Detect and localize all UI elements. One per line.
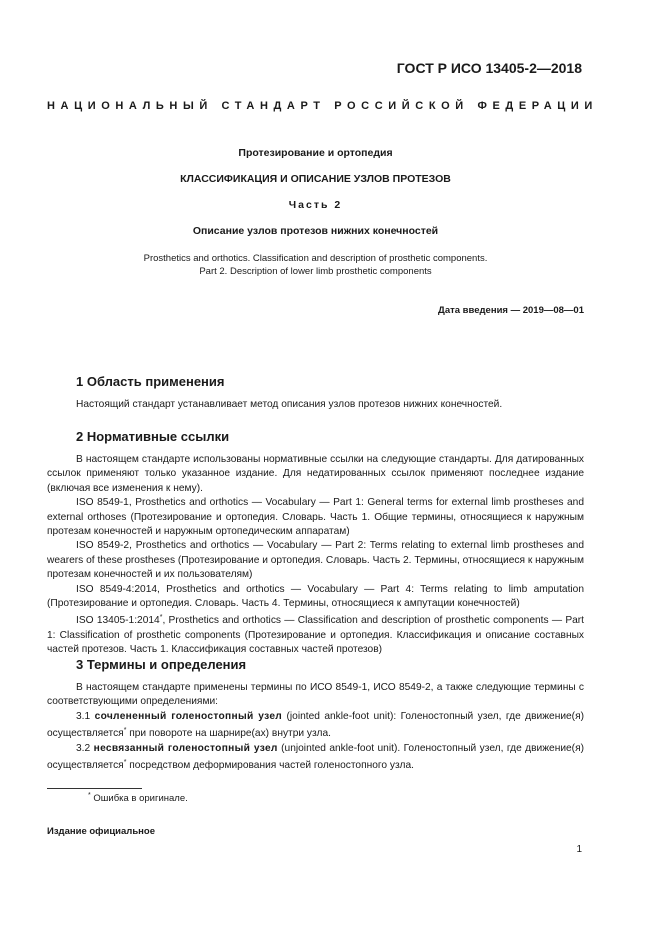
section2-reference: ISO 8549-2, Prosthetics and orthotics — Vocabulary — Part 2: Terms relating to external limb prostheses and wearers of these prostheses (Протезирование и ортопедия. Словарь. Часть 2. Термины, относящиеся к наружным протезам конечностей и их пользователям): [47, 540, 584, 581]
term-text: (unjointed ankle-foot unit). Голеностопный узел, где движение(я) осуществляется: [47, 742, 584, 772]
english-title: [47, 252, 584, 278]
section2-reference: ISO 8549-4:2014, Prosthetics and orthotics — Vocabulary — Part 4: Terms relating to limb amputation (Протезирование и ортопедия. Словарь. Часть 4. Термины, относящиеся к ампутации конечностей): [47, 583, 584, 610]
section3-body: [47, 681, 584, 773]
footnote-text: Ошибка в оригинале.: [90, 793, 188, 804]
english-title-line1: Prosthetics and orthotics. Classification and description of prosthetic components.: [143, 253, 488, 264]
term-text: при повороте на шарнире(ах) внутри узла.: [126, 728, 331, 740]
intro-date: Дата введения — 2019—08—01: [438, 305, 584, 316]
term-name: несвязанный голеностопный узел: [93, 742, 278, 754]
section2-paragraph: В настоящем стандарте использованы нормативные ссылки на следующие стандарты. Для датированных ссылок применяют только указанное издание. Для недатированных ссылок применяют последнее издание (включая все изменения к нему).: [47, 454, 584, 494]
footnote-mark: *: [159, 614, 163, 622]
official-edition: Издание официальное: [47, 826, 155, 837]
footnote-mark: *: [123, 727, 127, 735]
footnote-divider: [47, 788, 142, 789]
footnote-mark: *: [88, 792, 91, 799]
section1-heading: 1 Область применения: [76, 374, 225, 389]
field-title: Протезирование и ортопедия: [238, 147, 393, 159]
section1-text: Настоящий стандарт устанавливает метод описания узлов протезов нижних конечностей.: [76, 399, 503, 410]
term-number: 3.2: [76, 742, 91, 754]
section3-heading: 3 Термины и определения: [76, 657, 247, 672]
footnote: [88, 792, 188, 804]
footnote-mark: *: [123, 759, 127, 767]
english-title-line2: Part 2. Description of lower limb prosthetic components: [199, 266, 432, 277]
standard-code: ГОСТ Р ИСО 13405-2—2018: [396, 60, 582, 76]
section3-intro: В настоящем стандарте применены термины по ИСО 8549-1, ИСО 8549-2, а также следующие термины с соответствующими определениями:: [47, 682, 584, 708]
subtitle: Описание узлов протезов нижних конечностей: [192, 225, 439, 237]
term-text: посредством деформирования частей голеностопного узла.: [126, 760, 414, 772]
national-standard-banner: НАЦИОНАЛЬНЫЙ СТАНДАРТ РОССИЙСКОЙ ФЕДЕРАЦИИ: [47, 100, 598, 112]
term-text: (jointed ankle-foot unit): Голеностопный узел, где движение(я) осуществляется: [47, 710, 584, 740]
section2-heading: 2 Нормативные ссылки: [76, 429, 230, 444]
section2-reference: [47, 611, 584, 657]
section2-reference: ISO 8549-1, Prosthetics and orthotics — Vocabulary — Part 1: General terms for external limb prostheses and external orthoses (Протезирование и ортопедия. Словарь. Часть 1. Общие термины, относящиеся к наружным протезам конечностей и наружным ортопедическим аппаратам): [47, 497, 584, 538]
term-definition: [47, 710, 584, 742]
main-title: КЛАССИФИКАЦИЯ И ОПИСАНИЕ УЗЛОВ ПРОТЕЗОВ: [180, 173, 451, 185]
term-name: сочлененный голеностопный узел: [94, 710, 283, 722]
term-definition: [47, 742, 584, 774]
reference-text: , Prosthetics and orthotics — Classification and description of prosthetic components — Part 1: Classification of prosthetic components (Протезирование и ортопедия. Классификация и описание составных частей протезов. Часть 1. Классификация составных частей протезов): [47, 615, 585, 656]
section1-body: [47, 398, 584, 412]
term-number: 3.1: [76, 710, 91, 722]
page-number: 1: [576, 844, 582, 855]
part-title: Часть 2: [288, 199, 343, 211]
reference-code: ISO 13405-1:2014: [76, 615, 160, 627]
section2-body: [47, 453, 584, 658]
